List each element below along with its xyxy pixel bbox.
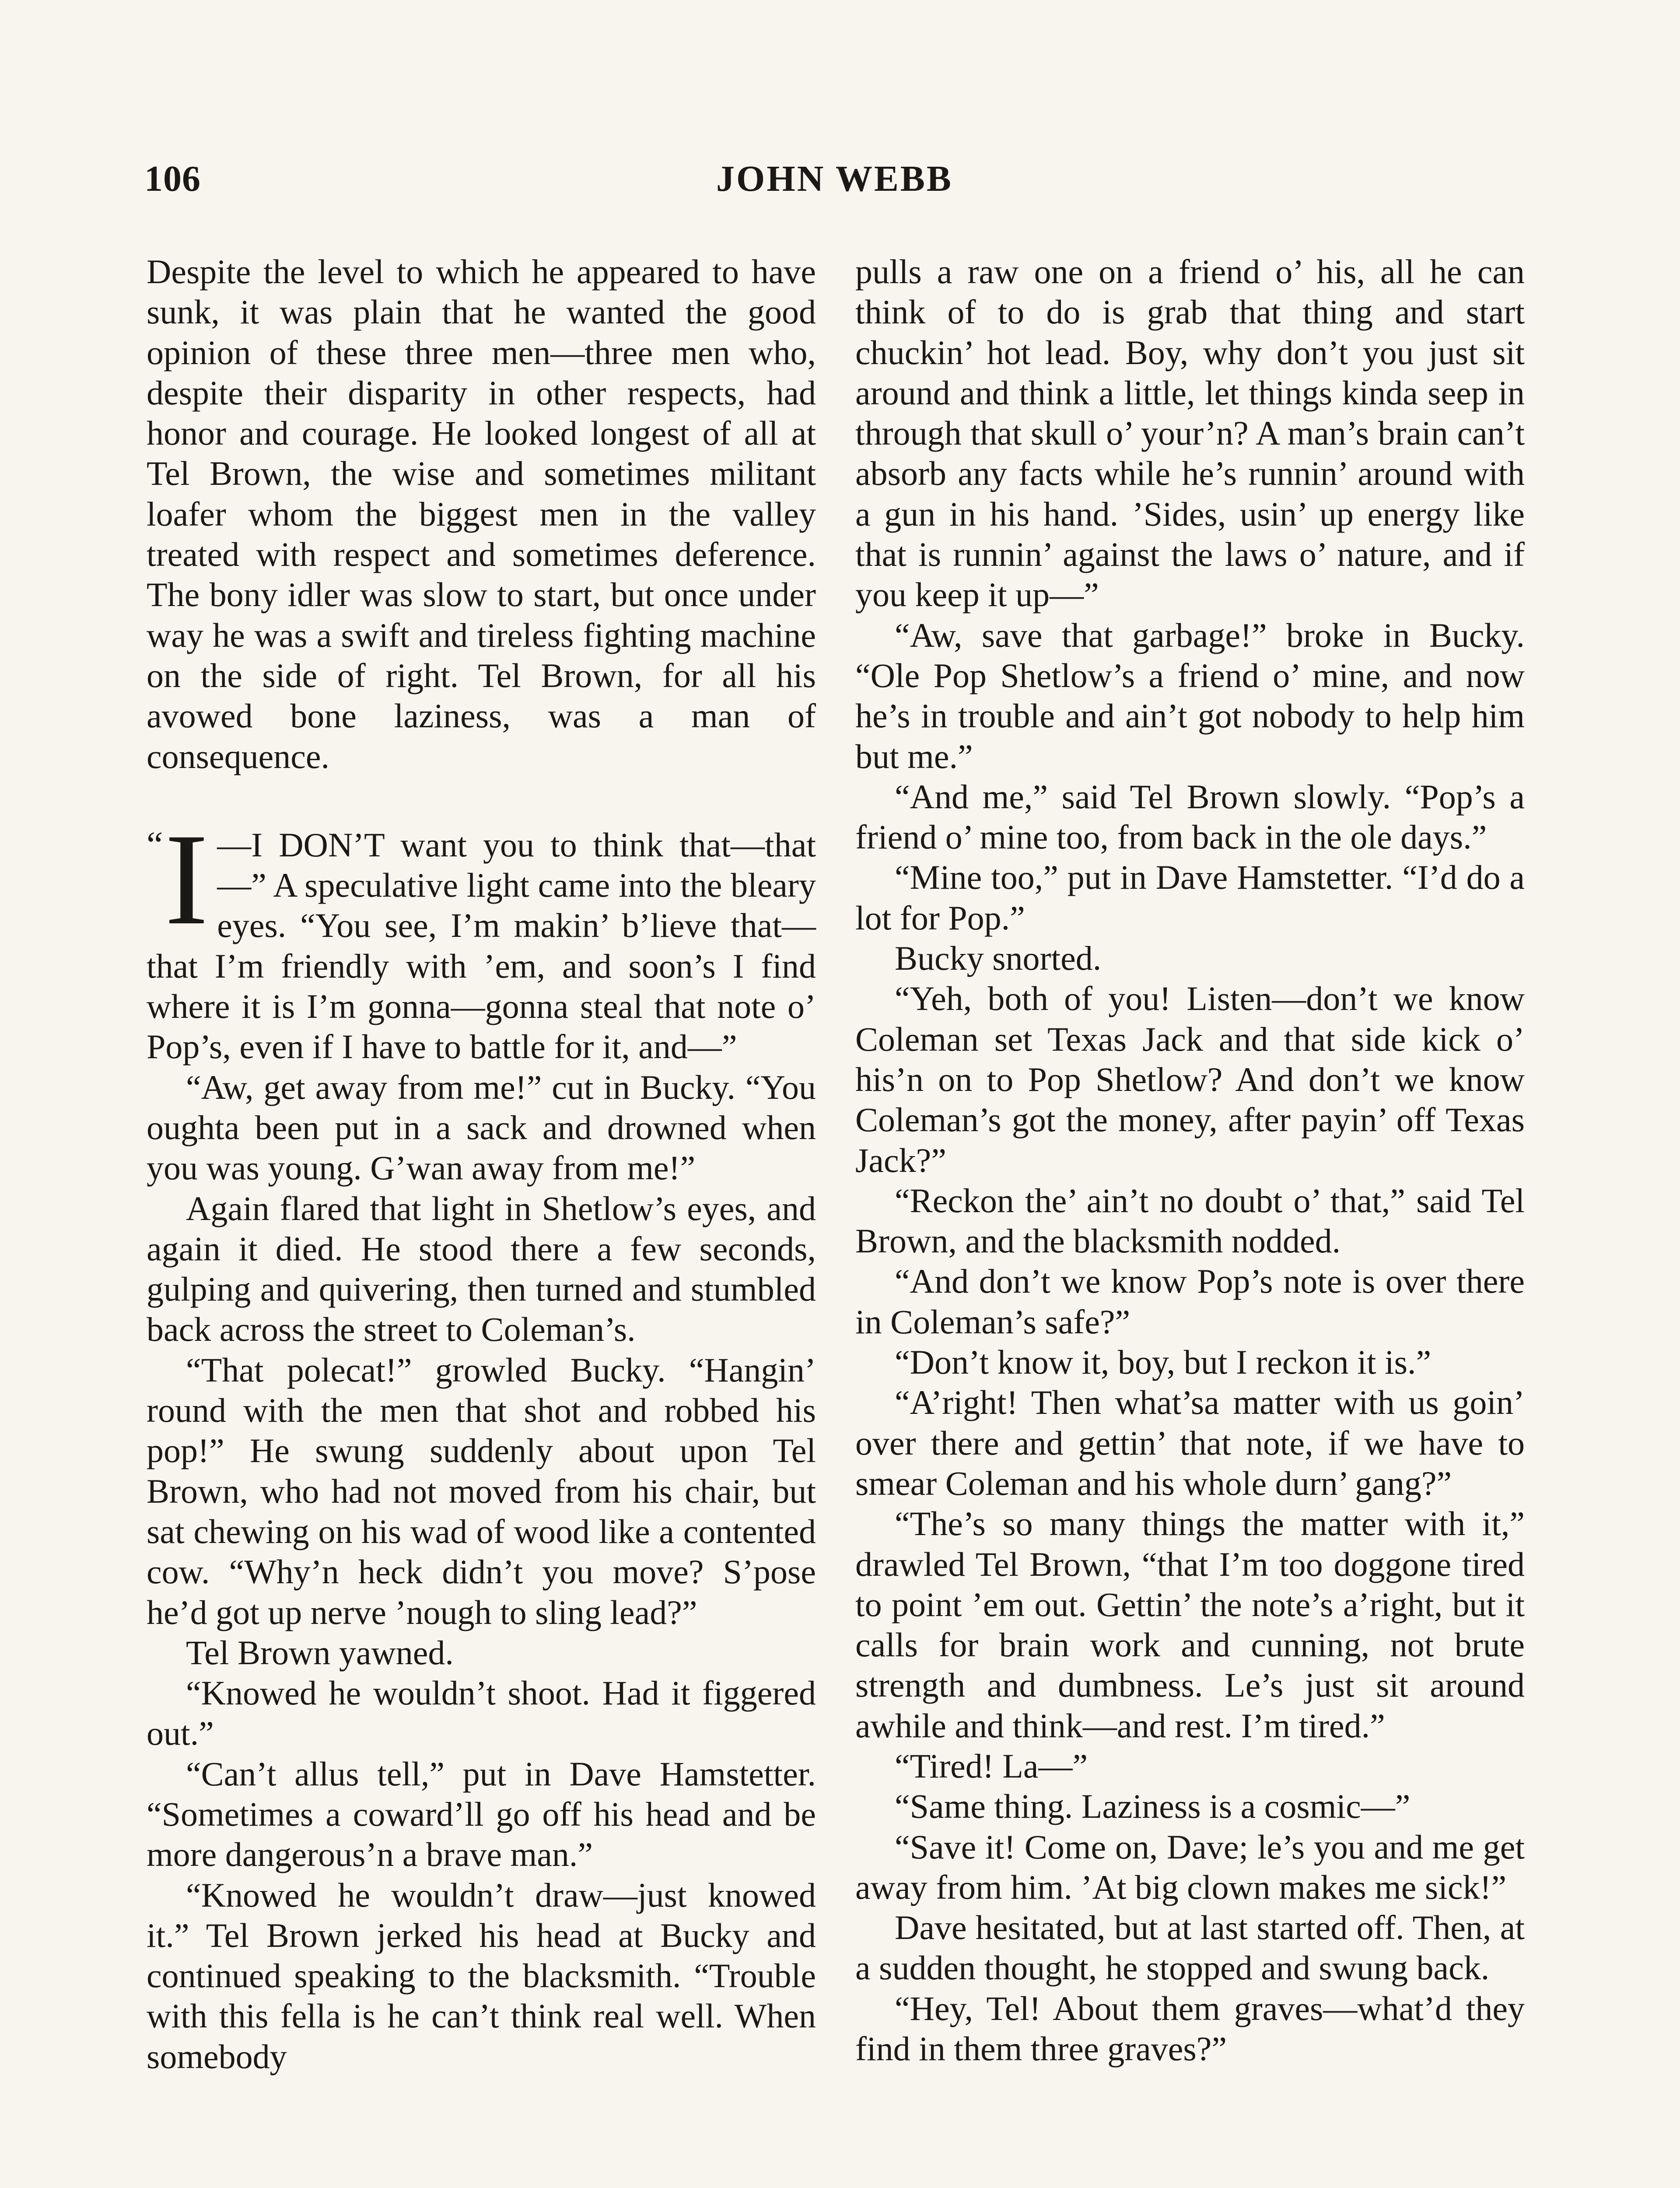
- page-number: 106: [144, 158, 201, 199]
- paragraph: Tel Brown yawned.: [186, 1633, 454, 1672]
- paragraph: “And don’t we know Pop’s note is over there in Coleman’s safe?”: [855, 1262, 1525, 1341]
- drop-cap-letter: I: [164, 806, 209, 952]
- paragraph: “Knowed he wouldn’t shoot. Had it figgered out.”: [147, 1674, 816, 1753]
- paragraph: “Can’t allus tell,” put in Dave Hamstetter. “Sometimes a coward’ll go off his head and be more dangerous’n a brave man.”: [147, 1754, 816, 1874]
- paragraph: Despite the level to which he appeared to have sunk, it was plain that he wanted the good opinion of these three men—three men who, despite their disparity in other respects, had honor and courage. He looked longest of all at Tel Brown, the wise and sometimes militant loafer whom the biggest men in the valley treated with respect and sometimes deference. The bony idler was slow to start, but once under way he was a swift and tireless fighting machine on the side of right. Tel Brown, for all his avowed bone laziness, was a man of consequence.: [147, 252, 816, 775]
- right-column: [855, 252, 1525, 2069]
- paragraph: “Hey, Tel! About them graves—what’d they find in them three graves?”: [855, 1989, 1525, 2068]
- paragraph: “A’right! Then what’sa matter with us goin’ over there and gettin’ that note, if we have to smear Coleman and his whole durn’ gang?”: [855, 1383, 1525, 1502]
- running-header: [144, 158, 1525, 214]
- paragraph: “Mine too,” put in Dave Hamstetter. “I’d do a lot for Pop.”: [855, 858, 1525, 937]
- paragraph: “Tired! La—”: [895, 1746, 1088, 1785]
- paragraph: “That polecat!” growled Bucky. “Hangin’ round with the men that shot and robbed his pop!” He swung suddenly about upon Tel Brown, who had not moved from his chair, but sat chewing on his wad of wood like a contented cow. “Why’n heck didn’t you move? S’pose he’d got up nerve ’nough to sling lead?”: [147, 1350, 816, 1631]
- paragraph: “Save it! Come on, Dave; le’s you and me get away from him. ’At big clown makes me sick!”: [855, 1827, 1525, 1906]
- paragraph: Bucky snorted.: [895, 939, 1102, 978]
- drop-quote-mark: “: [147, 824, 163, 865]
- paragraph: “Reckon the’ ain’t no doubt o’ that,” said Tel Brown, and the blacksmith nodded.: [855, 1181, 1525, 1260]
- paragraph: “Aw, save that garbage!” broke in Bucky. “Ole Pop Shetlow’s a friend o’ mine, and now he’s in trouble and ain’t got nobody to help him but me.”: [855, 616, 1525, 775]
- paragraph: “Knowed he wouldn’t draw—just knowed it.” Tel Brown jerked his head at Bucky and continued speaking to the blacksmith. “Trouble with this fella is he can’t think real well. When somebody: [147, 1876, 816, 2076]
- paragraph: “And me,” said Tel Brown slowly. “Pop’s a friend o’ mine too, from back in the ole days.”: [855, 777, 1525, 856]
- paragraph: “Don’t know it, boy, but I reckon it is.”: [895, 1343, 1432, 1382]
- paragraph: Dave hesitated, but at last started off. Then, at a sudden thought, he stopped and swung back.: [855, 1908, 1525, 1987]
- paragraph: “Yeh, both of you! Listen—don’t we know Coleman set Texas Jack and that side kick o’ his’n on to Pop Shetlow? And don’t we know Coleman’s got the money, after payin’ off Texas Jack?”: [855, 979, 1525, 1179]
- paragraph: “Same thing. Laziness is a cosmic—”: [895, 1787, 1410, 1826]
- paragraph-drop-cap: [147, 806, 816, 1067]
- paragraph-text: —I DON’T want you to think that—that—” A speculative light came into the bleary eyes. “You see, I’m makin’ b’lieve that—that I’m friendly with ’em, and soon’s I find where it is I’m gonna—gonna steal that note o’ Pop’s, even if I have to battle for it, and—”: [147, 825, 816, 1066]
- paragraph: “The’s so many things the matter with it,” drawled Tel Brown, “that I’m too doggone tired to point ’em out. Gettin’ the note’s a’right, but it calls for brain work and cunning, not brute strength and dumbness. Le’s just sit around awhile and think—and rest. I’m tired.”: [855, 1504, 1525, 1745]
- paragraph: Again flared that light in Shetlow’s eyes, and again it died. He stood there a few seconds, gulping and quivering, then turned and stumbled back across the street to Coleman’s.: [147, 1189, 816, 1349]
- paragraph: pulls a raw one on a friend o’ his, all he can think of to do is grab that thing and start chuckin’ hot lead. Boy, why don’t you just sit around and think a little, let things kinda seep in through that skull o’ your’n? A man’s brain can’t absorb any facts while he’s runnin’ around with a gun in his hand. ’Sides, usin’ up energy like that is runnin’ against the laws o’ nature, and if you keep it up—”: [855, 252, 1525, 614]
- left-column: [147, 252, 816, 2077]
- running-title: JOHN WEBB: [716, 158, 953, 199]
- paragraph: “Aw, get away from me!” cut in Bucky. “You oughta been put in a sack and drowned when you was young. G’wan away from me!”: [147, 1068, 816, 1187]
